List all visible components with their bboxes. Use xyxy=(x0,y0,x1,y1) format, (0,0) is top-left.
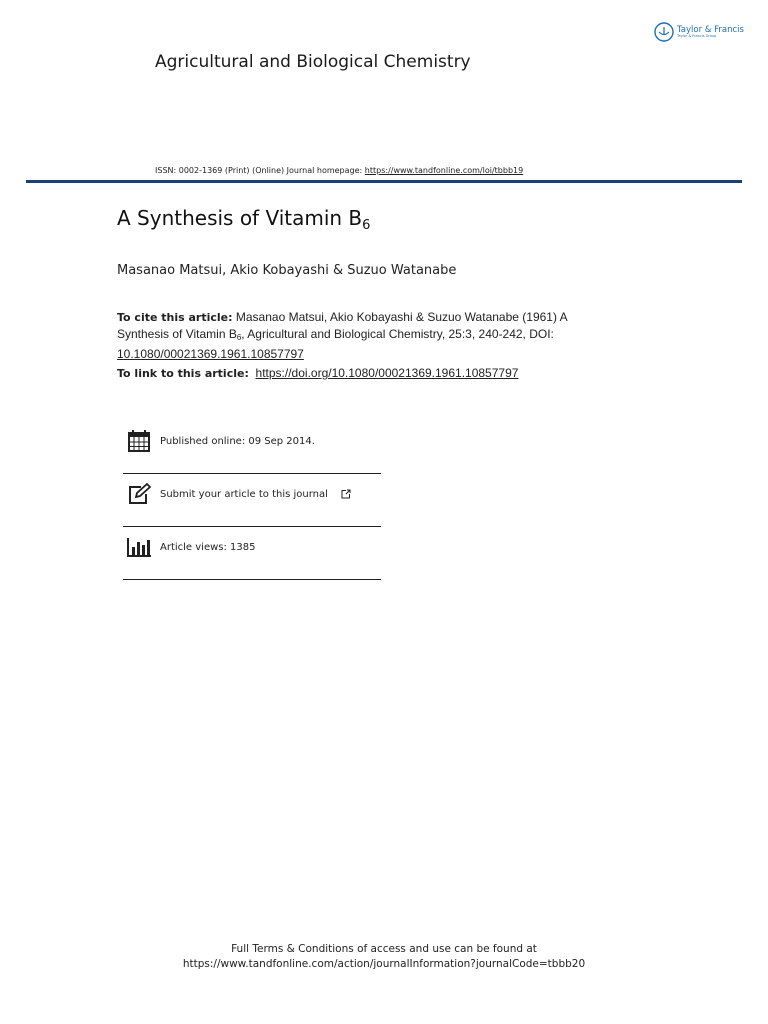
citation-doi-link[interactable]: 10.1080/00021369.1961.10857797 xyxy=(117,347,304,361)
issn-line xyxy=(155,166,523,175)
submit-article-link[interactable]: Submit your article to this journal xyxy=(160,488,328,500)
citation-label: To cite this article: xyxy=(117,311,233,324)
article-link-label: To link to this article: xyxy=(117,367,249,380)
external-link-icon xyxy=(341,489,351,499)
article-title-subscript: 6 xyxy=(362,218,371,233)
publisher-logo xyxy=(654,22,744,42)
article-title xyxy=(117,206,370,233)
publisher-logo-icon xyxy=(654,22,674,42)
header-rule xyxy=(26,180,742,183)
calendar-icon xyxy=(127,430,151,452)
journal-homepage-link[interactable]: https://www.tandfonline.com/loi/tbbb19 xyxy=(364,166,524,175)
views-row xyxy=(123,531,381,580)
citation-subscript: 6 xyxy=(236,333,242,342)
footer xyxy=(0,942,768,972)
citation-block xyxy=(117,309,587,362)
article-doi-url[interactable]: https://doi.org/10.1080/00021369.1961.10857797 xyxy=(255,366,519,380)
bar-chart-icon xyxy=(127,536,151,558)
citation-text-b: , Agricultural and Biological Chemistry, 25:3, 240-242, DOI: xyxy=(241,327,554,341)
published-text: Published online: 09 Sep 2014. xyxy=(160,435,315,447)
footer-line-1: Full Terms & Conditions of access and use can be found at xyxy=(231,943,537,955)
journal-title: Agricultural and Biological Chemistry xyxy=(155,52,471,72)
edit-icon xyxy=(127,483,151,505)
submit-row[interactable] xyxy=(123,478,381,527)
publisher-name: Taylor & Francis xyxy=(677,24,744,35)
article-views-text: Article views: 1385 xyxy=(160,541,256,553)
issn-text: ISSN: 0002-1369 (Print) (Online) Journal homepage: xyxy=(155,166,365,175)
article-authors: Masanao Matsui, Akio Kobayashi & Suzuo Watanabe xyxy=(117,263,457,278)
article-link-line xyxy=(117,366,518,380)
publisher-group: Taylor & Francis Group xyxy=(677,34,717,38)
published-row xyxy=(123,425,381,474)
footer-terms-url[interactable]: https://www.tandfonline.com/action/journalInformation?journalCode=tbbb20 xyxy=(182,958,586,970)
article-title-text: A Synthesis of Vitamin B xyxy=(117,206,363,230)
citation-text-a: Masanao Matsui, Akio Kobayashi & Suzuo Watanabe (1961) A Synthesis of Vitamin B xyxy=(117,310,567,341)
